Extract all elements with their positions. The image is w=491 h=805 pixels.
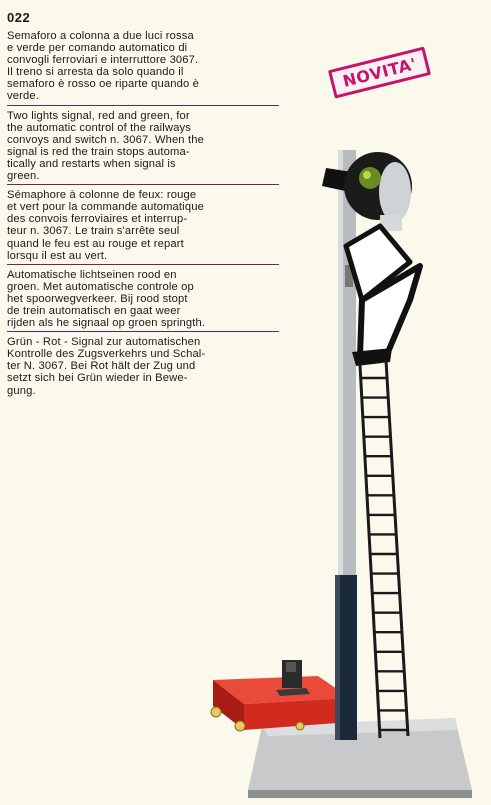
ladder-icon [360, 360, 408, 738]
base-plate [248, 718, 472, 798]
signal-target-board [346, 226, 420, 366]
signal-lamp-icon [322, 152, 412, 231]
description-german: Grün - Rot - Signal zur automatischen Kontrolle des Zugsverkehrs und Schal- ter N. 3067. Bei Rot hält der Zug und setzt sich bei Grün wieder in Bewe- gung. [7, 336, 206, 397]
description-english: Two lights signal, red and green, for the automatic control of the railways convoys and switch n. 3067. When the signal is red the train stops automa- tically and restarts when signal is green. [7, 110, 279, 186]
switch-box-icon [211, 660, 350, 731]
description-dutch: Automatische lichtseinen rood en groen. Met automatische controle op het spoorwegverkeer. Bij rood stopt de trein automatisch en gaat weer rijden als he signaal op groen springth. [7, 269, 279, 332]
description-italian: Semaforo a colonna a due luci rossa e verde per comando automatico di convogli ferroviari e interruttore 3067. Il treno si arresta da solo quando il semaforo è rosso oe riparte quando è verde. [7, 30, 279, 106]
catalog-number: 022 [7, 10, 31, 25]
description-french: Sémaphore à colonne de feux: rouge et vert pour la commande automatique des convois ferroviaires et interrup- teur n. 3067. Le train s'arrête seul quand le feu est au rouge et repart lorsqu il est au vert. [7, 189, 279, 265]
novita-badge: NOVITA' [328, 46, 431, 98]
signal-mast [335, 150, 357, 740]
